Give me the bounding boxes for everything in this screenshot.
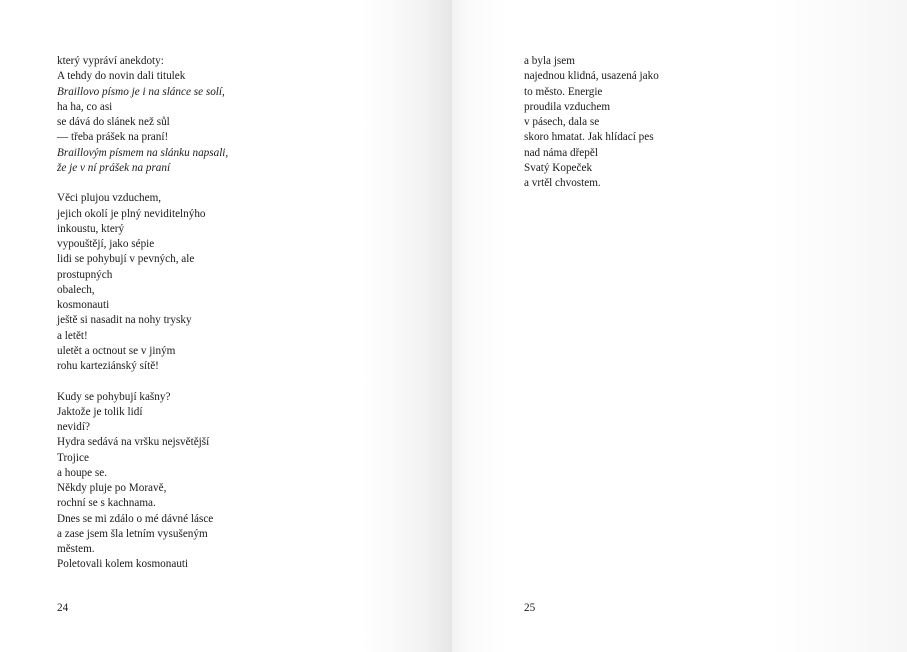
poem-text-left xyxy=(57,54,228,573)
poem-line: ještě si nasadit na nohy trysky xyxy=(57,314,192,327)
poem-line: nad náma dřepěl xyxy=(524,146,598,159)
poem-line: jejich okolí je plný neviditelnýho xyxy=(57,207,206,220)
poem-line: kosmonauti xyxy=(57,299,110,311)
poem-line: a vrtěl chvostem. xyxy=(524,177,601,189)
poem-line: Někdy pluje po Moravě, xyxy=(57,482,167,494)
poem-line: najednou klidná, usazená jako xyxy=(524,70,659,83)
poem-line: a zase jsem šla letním vysušeným xyxy=(57,527,208,540)
poem-line: Věci plujou vzduchem, xyxy=(57,192,162,205)
poem-line: lidi se pohybují v pevných, ale xyxy=(57,253,195,266)
poem-line: Dnes se mi zdálo o mé dávné lásce xyxy=(57,512,214,525)
poem-line: obalech, xyxy=(57,283,95,296)
poem-line: vypouštějí, jako sépie xyxy=(57,238,155,250)
poem-line: nevidí? xyxy=(57,421,90,433)
poem-line: Svatý Kopeček xyxy=(524,161,593,174)
poem-line: Hydra sedává na vršku nejsvětější xyxy=(57,436,210,449)
poem-line: a houpe se. xyxy=(57,466,108,479)
right-page xyxy=(452,0,907,652)
poem-line: skoro hmatat. Jak hlídací pes xyxy=(524,131,654,144)
poem-line: se dává do slánek než sůl xyxy=(57,116,170,128)
stanza-gap xyxy=(57,374,228,389)
poem-line: uletět a octnout se v jiným xyxy=(57,344,176,357)
poem-line: že je v ní prášek na praní xyxy=(57,161,171,174)
page-number-left: 24 xyxy=(57,602,69,614)
poem-line: Kudy se pohybují kašny? xyxy=(57,390,171,403)
poem-line: ha ha, co asi xyxy=(57,100,113,113)
poem-line: — třeba prášek na praní! xyxy=(57,131,169,144)
poem-line: inkoustu, který xyxy=(57,222,125,235)
poem-line: a letět! xyxy=(57,329,88,342)
poem-line: Braillovým písmem na slánku napsali, xyxy=(57,146,229,159)
poem-line: který vypráví anekdoty: xyxy=(57,55,164,67)
poem-line: prostupných xyxy=(57,268,113,281)
poem-line: Braillovo písmo je i na slánce se solí, xyxy=(57,85,225,98)
poem-line: rochní se s kachnama. xyxy=(57,497,156,510)
poem-text-right xyxy=(524,54,659,191)
poem-line: A tehdy do novin dali titulek xyxy=(57,70,186,83)
poem-line: Trojice xyxy=(57,451,89,464)
poem-line: to město. Energie xyxy=(524,85,603,98)
poem-line: rohu karteziánský sítě! xyxy=(57,360,159,372)
left-page xyxy=(0,0,452,652)
poem-line: městem. xyxy=(57,543,95,555)
poem-line: proudila vzduchem xyxy=(524,100,611,113)
poem-line: Poletovali kolem kosmonauti xyxy=(57,558,189,571)
poem-line: v pásech, dala se xyxy=(524,116,600,128)
stanza-gap xyxy=(57,176,228,191)
poem-line: Jaktože je tolik lidí xyxy=(57,405,143,418)
poem-line: a byla jsem xyxy=(524,55,575,67)
page-number-right: 25 xyxy=(524,602,536,614)
